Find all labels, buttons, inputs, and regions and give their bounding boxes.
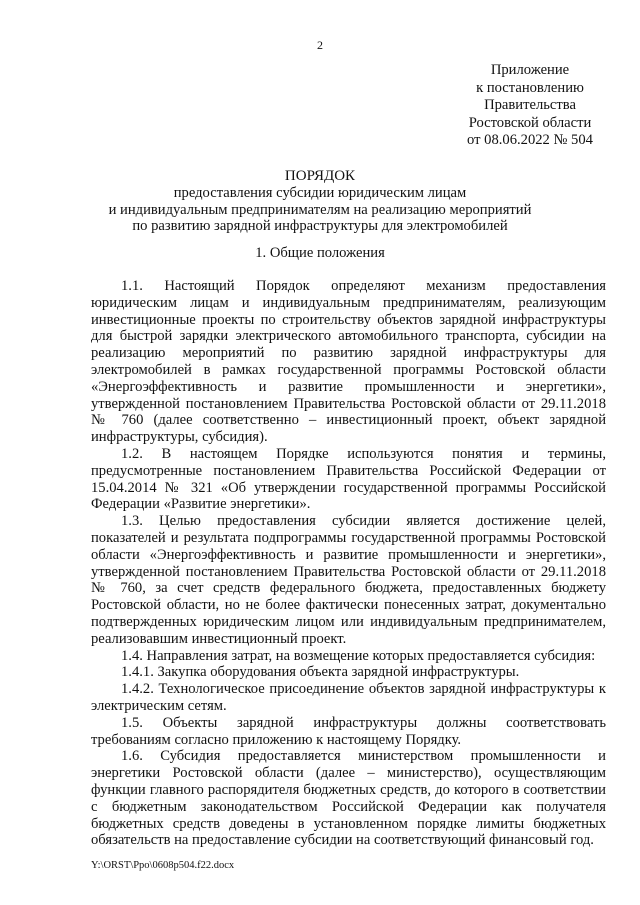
paragraph-1-4: 1.4. Направления затрат, на возмещение которых предоставляется субсидия:	[121, 647, 596, 664]
appendix-block	[420, 62, 640, 150]
appendix-line: от 08.06.2022 № 504	[467, 132, 593, 148]
title-block	[0, 168, 640, 235]
file-path-footer: Y:\ORST\Ppo\0608p504.f22.docx	[91, 860, 235, 871]
subtitle-line: и индивидуальным предпринимателям на реализацию мероприятий	[108, 201, 532, 218]
paragraph-1-6: 1.6. Субсидия предоставляется министерством промышленности и энергетики Ростовской области (далее – министерство), осуществляющим функции главного распорядителя бюджетных средств, до которого в соответствии с бюджетным законодательством Российской Федерации как получателя бюджетных средств доведены в установленном порядке лимиты бюджетных обязательств на предоставление субсидии на соответствующий финансовый год.	[91, 748, 606, 849]
appendix-line: к постановлению	[476, 79, 584, 96]
document-subtitle	[0, 185, 640, 235]
appendix-line: Приложение	[490, 62, 570, 78]
document-title: ПОРЯДОК	[284, 168, 356, 184]
paragraph-1-2: 1.2. В настоящем Порядке используются понятия и термины, предусмотренные постановлением Правительства Российской Федерации от 15.04.2014 № 321 «Об утверждении государственной программы Российской Федерации «Развитие энергетики».	[91, 445, 606, 513]
appendix-line: Ростовской области	[468, 114, 592, 131]
paragraph-1-5: 1.5. Объекты зарядной инфраструктуры должны соответствовать требованиям согласно приложению к настоящему Порядку.	[91, 714, 606, 748]
paragraph-1-1: 1.1. Настоящий Порядок определяют механизм предоставления юридическим лицам и индивидуальным предпринимателям, реализующим инвестиционные проекты по строительству объектов зарядной инфраструктуры для быстрой зарядки электрического автомобильного транспорта, субсидии на реализацию мероприятий по развитию зарядной инфраструктуры для электромобилей в рамках государственной программы Ростовской области «Энергоэффективность и развитие промышленности и энергетики», утвержденной постановлением Правительства Ростовской области от 29.11.2018 № 760 (далее соответственно – инвестиционный проект, объект зарядной инфраструктуры, субсидия).	[91, 278, 606, 446]
page-number: 2	[317, 38, 323, 52]
document-body	[91, 278, 606, 849]
appendix-line: Правительства	[484, 97, 576, 113]
paragraph-1-3: 1.3. Целью предоставления субсидии является достижение целей, показателей и результата подпрограммы государственной программы Ростовской области «Энергоэффективность и развитие промышленности и энергетики», утвержденной постановлением Правительства Ростовской области от 29.11.2018 № 760, за счет средств федерального бюджета, предоставленных бюджету Ростовской области, но не более фактически понесенных затрат, документально подтвержденных юридическим лицом или индивидуальным предпринимателем, реализовавшим инвестиционный проект.	[91, 513, 606, 647]
subtitle-line: по развитию зарядной инфраструктуры для электромобилей	[132, 218, 508, 234]
paragraph-1-4-1: 1.4.1. Закупка оборудования объекта зарядной инфраструктуры.	[121, 664, 520, 681]
paragraph-1-4-2: 1.4.2. Технологическое присоединение объектов зарядной инфраструктуры к электрическим сетям.	[91, 681, 606, 714]
section-heading: 1. Общие положения	[255, 245, 385, 261]
subtitle-line: предоставления субсидии юридическим лицам	[173, 185, 467, 201]
